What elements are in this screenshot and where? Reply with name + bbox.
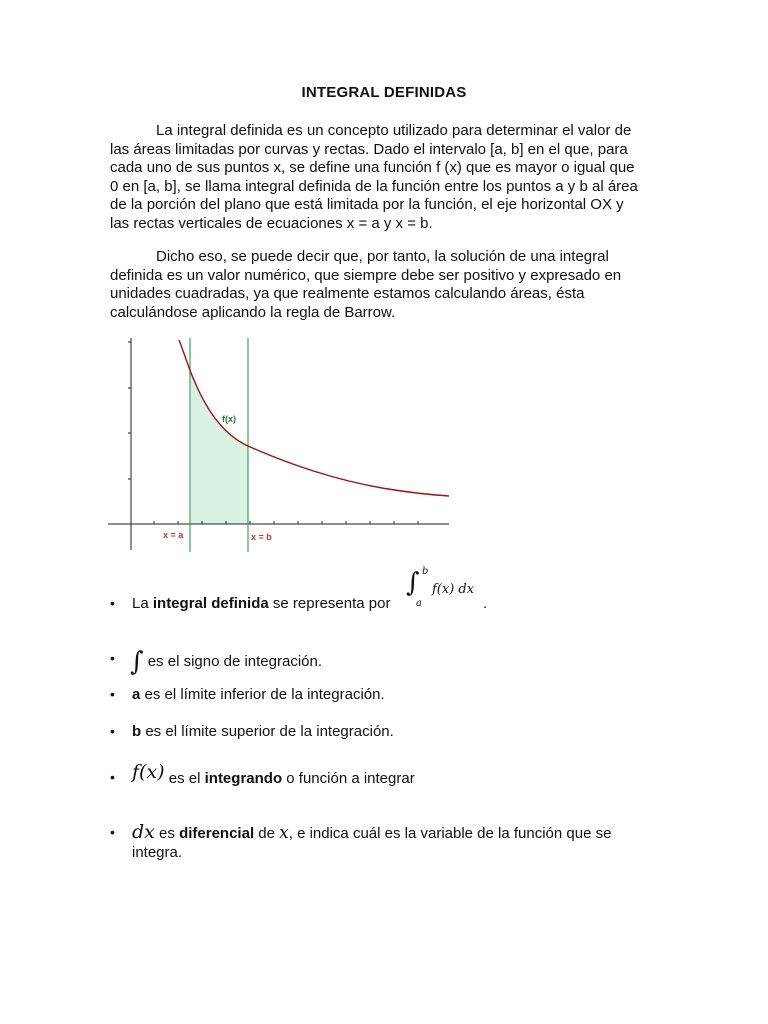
paragraph-line: calculándose aplicando la regla de Barrow.	[110, 303, 396, 321]
bullet-dot: •	[110, 723, 115, 739]
integral-area-graph	[108, 336, 453, 554]
bold-term: a	[132, 686, 141, 703]
integrand-symbol: f(x)	[132, 761, 165, 783]
differential-symbol: dx	[132, 821, 155, 843]
bold-term: b	[132, 723, 142, 740]
integral-sign: ∫	[406, 568, 420, 598]
paragraph-definition	[110, 122, 658, 234]
bullet-dot: •	[110, 824, 115, 840]
bold-term: diferencial	[179, 825, 255, 842]
shaded-area	[190, 372, 248, 524]
bullet-dot: •	[110, 686, 115, 702]
paragraph-line: las rectas verticales de ecuaciones x = a y x = b.	[110, 214, 433, 232]
curve-label: f(x)	[222, 414, 236, 424]
integral-symbol: ∫	[130, 647, 144, 677]
bold-term: integral definida	[152, 595, 269, 612]
bullet-dot: •	[110, 650, 115, 666]
bold-term: integrando	[204, 770, 283, 787]
paragraph-line: 0 en [a, b], se llama integral definida de la función entre los puntos a y b al área	[110, 177, 638, 195]
integrand: f(x) dx	[432, 582, 475, 597]
paragraph-line: las áreas limitadas por curvas y rectas. Dado el intervalo [a, b] en el que, para	[110, 140, 628, 158]
integral-formula	[404, 566, 494, 612]
paragraph-line: unidades cuadradas, ya que realmente estamos calculando áreas, ésta	[110, 285, 585, 303]
paragraph-result	[110, 248, 658, 322]
bullet-dot: •	[110, 595, 115, 611]
paragraph-line: La integral definida es un concepto utilizado para determinar el valor de	[156, 122, 632, 139]
variable-symbol: x	[279, 823, 289, 843]
paragraph-line: definida es un valor numérico, que siempre debe ser positivo y expresado en	[110, 266, 622, 284]
upper-limit: b	[422, 566, 429, 577]
paragraph-line: de la porción del plano que está limitada por la función, el eje horizontal OX y	[110, 196, 624, 214]
page-title: INTEGRAL DEFINIDAS	[301, 84, 467, 101]
sentence-end: .	[483, 595, 488, 612]
bullet-dot: •	[110, 769, 115, 785]
paragraph-line: cada uno de sus puntos x, se define una función f (x) que es mayor o igual que	[110, 159, 635, 177]
paragraph-line: Dicho eso, se puede decir que, por tanto, la solución de una integral	[156, 248, 609, 265]
upper-bound-label: x = b	[251, 532, 272, 542]
lower-bound-label: x = a	[163, 530, 184, 540]
lower-limit: a	[416, 598, 422, 609]
